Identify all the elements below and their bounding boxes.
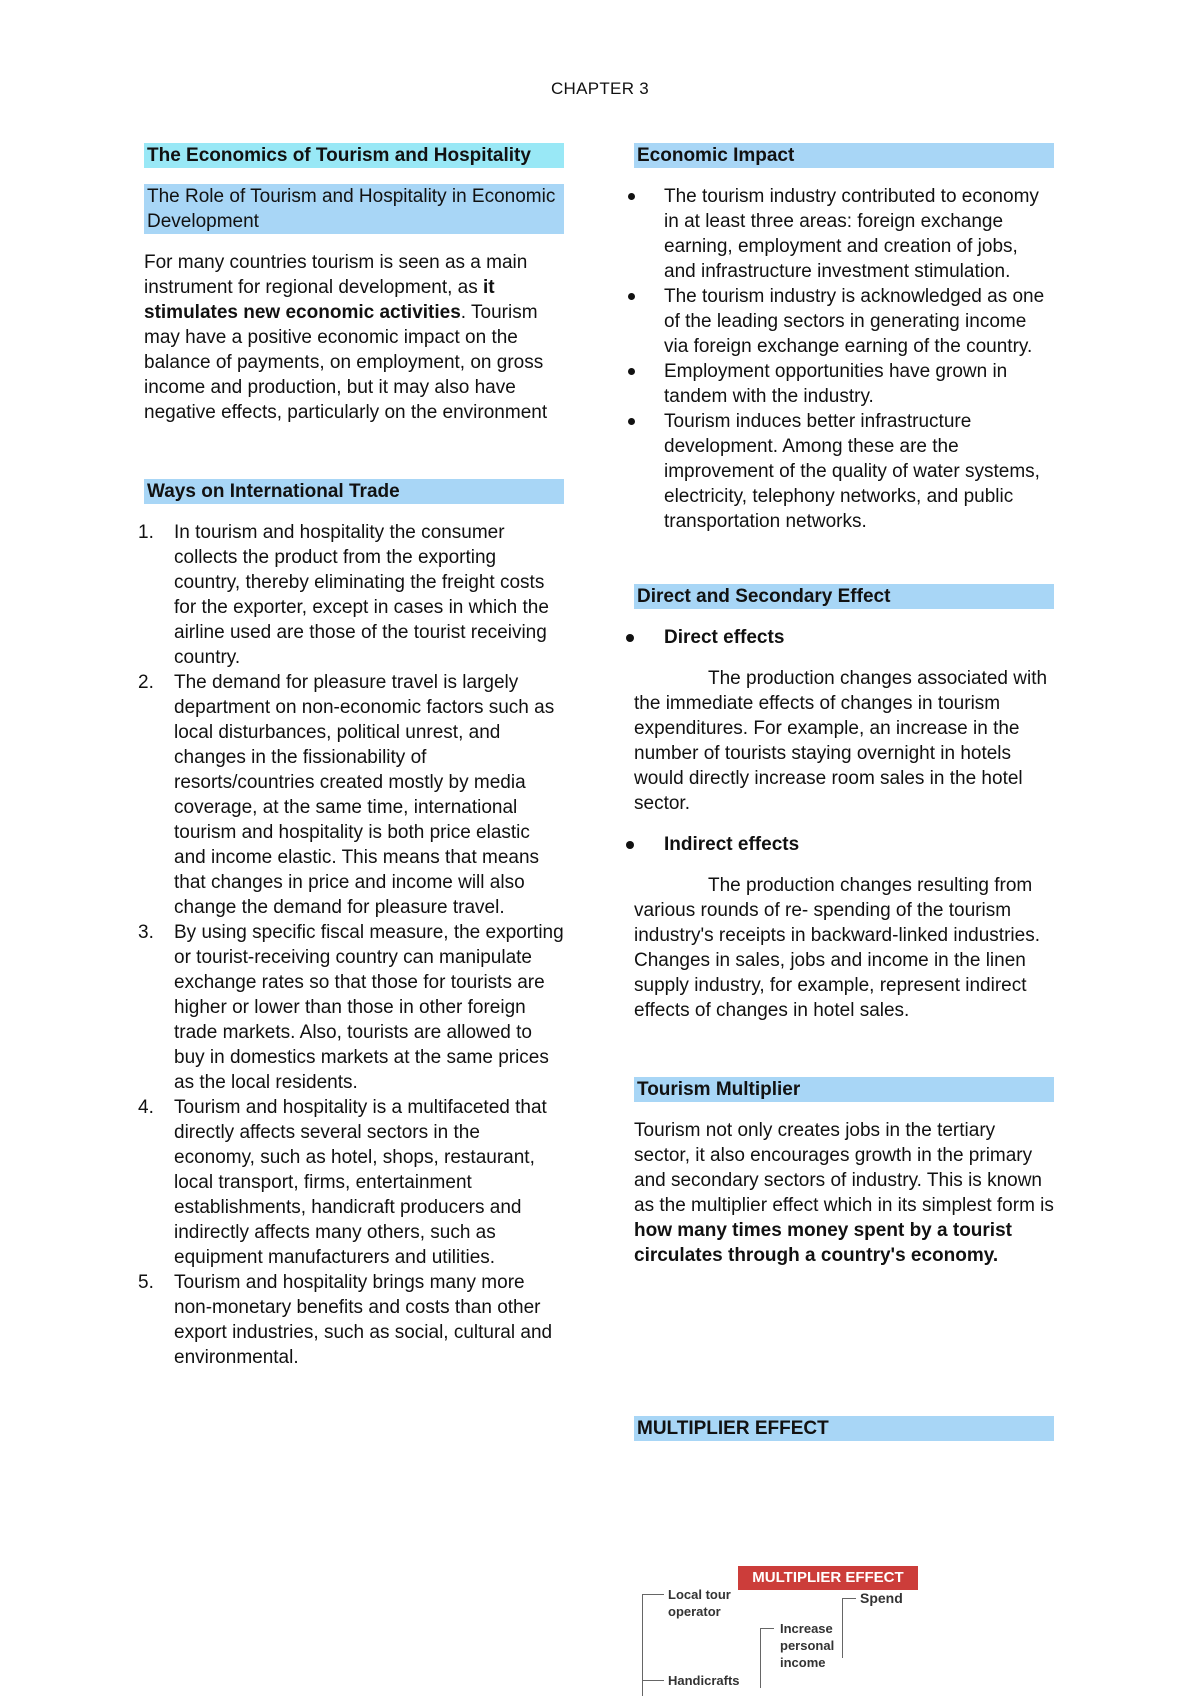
trade-item [138,920,564,1095]
impact-item [634,359,1054,409]
impact-item-text: Employment opportunities have grown in tandem with the industry. [664,361,1008,407]
bullet-icon [628,293,635,300]
bullet-icon [628,193,635,200]
role-subtitle: The Role of Tourism and Hospitality in Economic Development [144,184,564,234]
diagram-label-tour-operator: Local tour operator [668,1587,731,1619]
diagram-label-income: Increase personal income [780,1621,835,1670]
trade-item [138,1270,564,1370]
multiplier-title: Tourism Multiplier [634,1077,1054,1102]
intro-text-end: . Tourism may have a positive economic impact on the balance of payments, on employment, on gross income and production, but it may also have negative effects, particularly on the environment [144,302,548,423]
indirect-effects-label: Indirect effects [664,834,800,855]
impact-title: Economic Impact [634,143,1054,168]
trade-list [138,520,564,1370]
trade-item-text: By using specific fiscal measure, the exporting or tourist-receiving country can manipulate exchange rates so that those for tourists are higher or lower than those in other foreign trade markets. Also, tourists are allowed to buy in domestics markets at the same prices as the local residents. [174,922,564,1093]
trade-item-number: 4. [138,1097,154,1118]
diagram-connector [842,1598,843,1658]
trade-item [138,520,564,670]
diagram-connector [760,1628,774,1629]
chapter-heading: CHAPTER 3 [550,79,650,98]
trade-item-number: 3. [138,922,154,943]
indirect-effects-text: The production changes resulting from various rounds of re- spending of the tourism industry's receipts in backward-linked industries. Changes in sales, jobs and income in the linen supply industry, for example, represent indirect effects of changes in hotel sales. [634,875,1040,1021]
multiplier-text: Tourism not only creates jobs in the tertiary sector, it also encourages growth in the primary and secondary sectors of industry. This is known as the multiplier effect which in its simplest form is [634,1120,1054,1216]
right-column [634,143,1054,1441]
bullet-icon [628,368,635,375]
diagram-banner: MULTIPLIER EFFECT [738,1566,918,1590]
trade-item-text: Tourism and hospitality is a multifaceted that directly affects several sectors in the economy, such as hotel, shops, restaurant, local transport, firms, entertainment establishments, handicraft producers and indirectly affects many others, such as equipment manufacturers and utilities. [174,1097,547,1268]
impact-item-text: The tourism industry is acknowledged as one of the leading sectors in generating income via foreign exchange earning of the country. [664,286,1045,357]
direct-effects-text: The production changes associated with the immediate effects of changes in tourism expenditures. For example, an increase in the number of tourists staying overnight in hotels would directly increase room sales in the hotel sector. [634,668,1048,814]
multiplier-paragraph [634,1118,1054,1268]
bullet-icon [626,634,634,642]
intro-text-start: For many countries tourism is seen as a main instrument for regional development, as [144,252,528,298]
intro-paragraph [144,250,564,425]
diagram-connector [760,1628,761,1688]
multiplier-effect-title: MULTIPLIER EFFECT [634,1416,1054,1441]
impact-item-text: Tourism induces better infrastructure development. Among these are the improvement of the quality of water systems, electricity, telephony networks, and public transportation networks. [664,411,1040,532]
trade-item-text: Tourism and hospitality brings many more non-monetary benefits and costs than other export industries, such as social, cultural and environmental. [174,1272,553,1368]
trade-item-number: 1. [138,522,154,543]
trade-title: Ways on International Trade [144,479,564,504]
multiplier-effect-diagram [634,1556,934,1696]
impact-item [634,284,1054,359]
diagram-connector [642,1680,664,1681]
effect-title: Direct and Secondary Effect [634,584,1054,609]
bullet-icon [626,841,634,849]
direct-effects-heading [634,625,1054,650]
indirect-effects-heading [634,832,1054,857]
bullet-icon [628,418,635,425]
impact-list [634,184,1054,534]
intro-emphasis: it stimulates new economic activities [144,277,495,323]
diagram-connector [842,1598,856,1599]
diagram-label-spend: Spend [860,1590,903,1606]
diagram-label-handicrafts: Handicrafts [668,1673,740,1688]
trade-item-number: 5. [138,1272,154,1293]
left-column [138,143,564,1370]
impact-item-text: The tourism industry contributed to economy in at least three areas: foreign exchange earning, employment and creation of jobs, and infrastructure investment stimulation. [664,186,1039,282]
economics-title: The Economics of Tourism and Hospitality [144,143,564,168]
diagram-connector [642,1594,664,1595]
trade-item [138,670,564,920]
multiplier-emphasis: how many times money spent by a tourist circulates through a country's economy. [634,1220,1012,1266]
trade-item [138,1095,564,1270]
trade-item-text: In tourism and hospitality the consumer collects the product from the exporting country, thereby eliminating the freight costs for the exporter, except in cases in which the airline used are those of the tourist receiving country. [174,522,549,668]
impact-item [634,409,1054,534]
impact-item [634,184,1054,284]
trade-item-number: 2. [138,672,154,693]
trade-item-text: The demand for pleasure travel is largely department on non-economic factors such as local disturbances, political unrest, and changes in the fissionability of resorts/countries created mostly by media coverage, at the same time, international tourism and hospitality is both price elastic and income elastic. This means that means that changes in price and income will also change the demand for pleasure travel. [174,672,555,918]
direct-effects-label: Direct effects [664,627,785,648]
